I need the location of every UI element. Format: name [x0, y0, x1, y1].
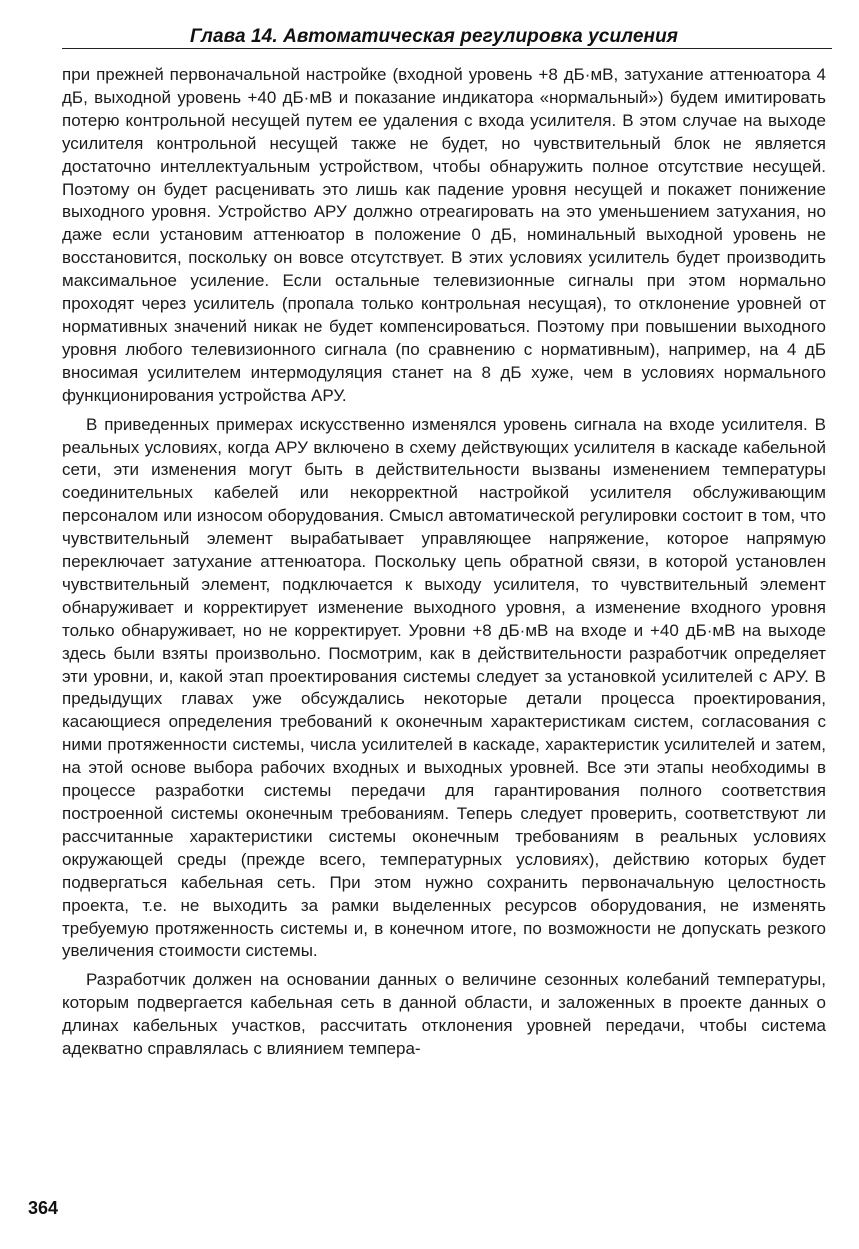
paragraph-continuation: при прежней первоначальной настройке (входной уровень +8 дБ·мВ, затухание аттенюатора 4 дБ, выходной уровень +40 дБ·мВ и показание индикатора «нормальный») будем имитировать потерю контрольной несущей путем ее удаления с входа усилителя. В этом случае на выходе усилителя контрольной несущей также не будет, но чувствительный блок не является достаточно интеллектуальным устройством, чтобы обнаружить полное отсутствие несущей. Поэтому он будет расценивать это лишь как падение уровня несущей и покажет понижение выходного уровня. Устройство АРУ должно отреагировать на это уменьшением затухания, но даже если установим аттенюатор в положение 0 дБ, номинальный выходной уровень не восстановится, поскольку он вовсе отсутствует. В этих условиях усилитель будет производить максимальное усиление. Если остальные телевизионные сигналы при этом нормально проходят через усилитель (пропала только контрольная несущая), то отклонение уровней от нормативных значений никак не будет компенсироваться. Поэтому при повышении выходного уровня любого телевизионного сигнала (по сравнению с нормативным), например, на 4 дБ вносимая усилителем интермодуляция станет на 8 дБ хуже, чем в условиях нормального функционирования устройства АРУ. — [62, 65, 826, 405]
chapter-title: Глава 14. Автоматическая регулировка усиления — [190, 26, 679, 47]
page-number: 364 — [28, 1198, 59, 1218]
body-text — [62, 64, 826, 1061]
paragraph: В приведенных примерах искусственно изменялся уровень сигнала на входе усилителя. В реальных условиях, когда АРУ включено в схему действующих усилителя в каскаде кабельной сети, эти изменения могут быть в действительности вызваны изменением температуры соединительных кабелей или некорректной настройкой усилителя обслуживающим персоналом или износом оборудования. Смысл автоматической регулировки состоит в том, что чувствительный элемент вырабатывает управляющее напряжение, которое напрямую переключает затухание аттенюатора. Поскольку цепь обратной связи, в которой установлен чувствительный элемент, подключается к выходу усилителя, то чувствительный элемент обнаруживает и корректирует изменение выходного уровня, а изменение входного уровня только обнаруживает, но не корректирует. Уровни +8 дБ·мВ на входе и +40 дБ·мВ на выходе здесь были взяты произвольно. Посмотрим, как в действительности разработчик определяет эти уровни, и, какой этап проектирования системы следует за установкой усилителей с АРУ. В предыдущих главах уже обсуждались некоторые детали процесса проектирования, касающиеся определения требований к оконечным характеристикам систем, согласования с ними протяженности системы, числа усилителей в каскаде, характеристик усилителей и затем, на этой основе выбора рабочих входных и выходных уровней. Все эти этапы необходимы в процессе разработки системы передачи для гарантирования полного соответствия построенной системы оконечным требованиям. Теперь следует проверить, соответствуют ли рассчитанные характеристики системы оконечным требованиям в реальных условиях окружающей среды (прежде всего, температурных условиях), действию которых будет подвергаться кабельная сеть. При этом нужно сохранить первоначальную целостность проекта, т.е. не выходить за рамки выделенных ресурсов оборудования, не изменять требуемую протяженность системы и, в конечном итоге, по возможности не допускать резкого увеличения стоимости системы. — [62, 414, 826, 961]
running-header — [62, 26, 832, 49]
paragraph: Разработчик должен на основании данных о величине сезонных колебаний температуры, которым подвергается кабельная сеть в данной области, и заложенных в проекте данных о длинах кабельных участков, рассчитать отклонения уровней передачи, чтобы система адекватно справлялась с влиянием темпера- — [62, 970, 826, 1059]
